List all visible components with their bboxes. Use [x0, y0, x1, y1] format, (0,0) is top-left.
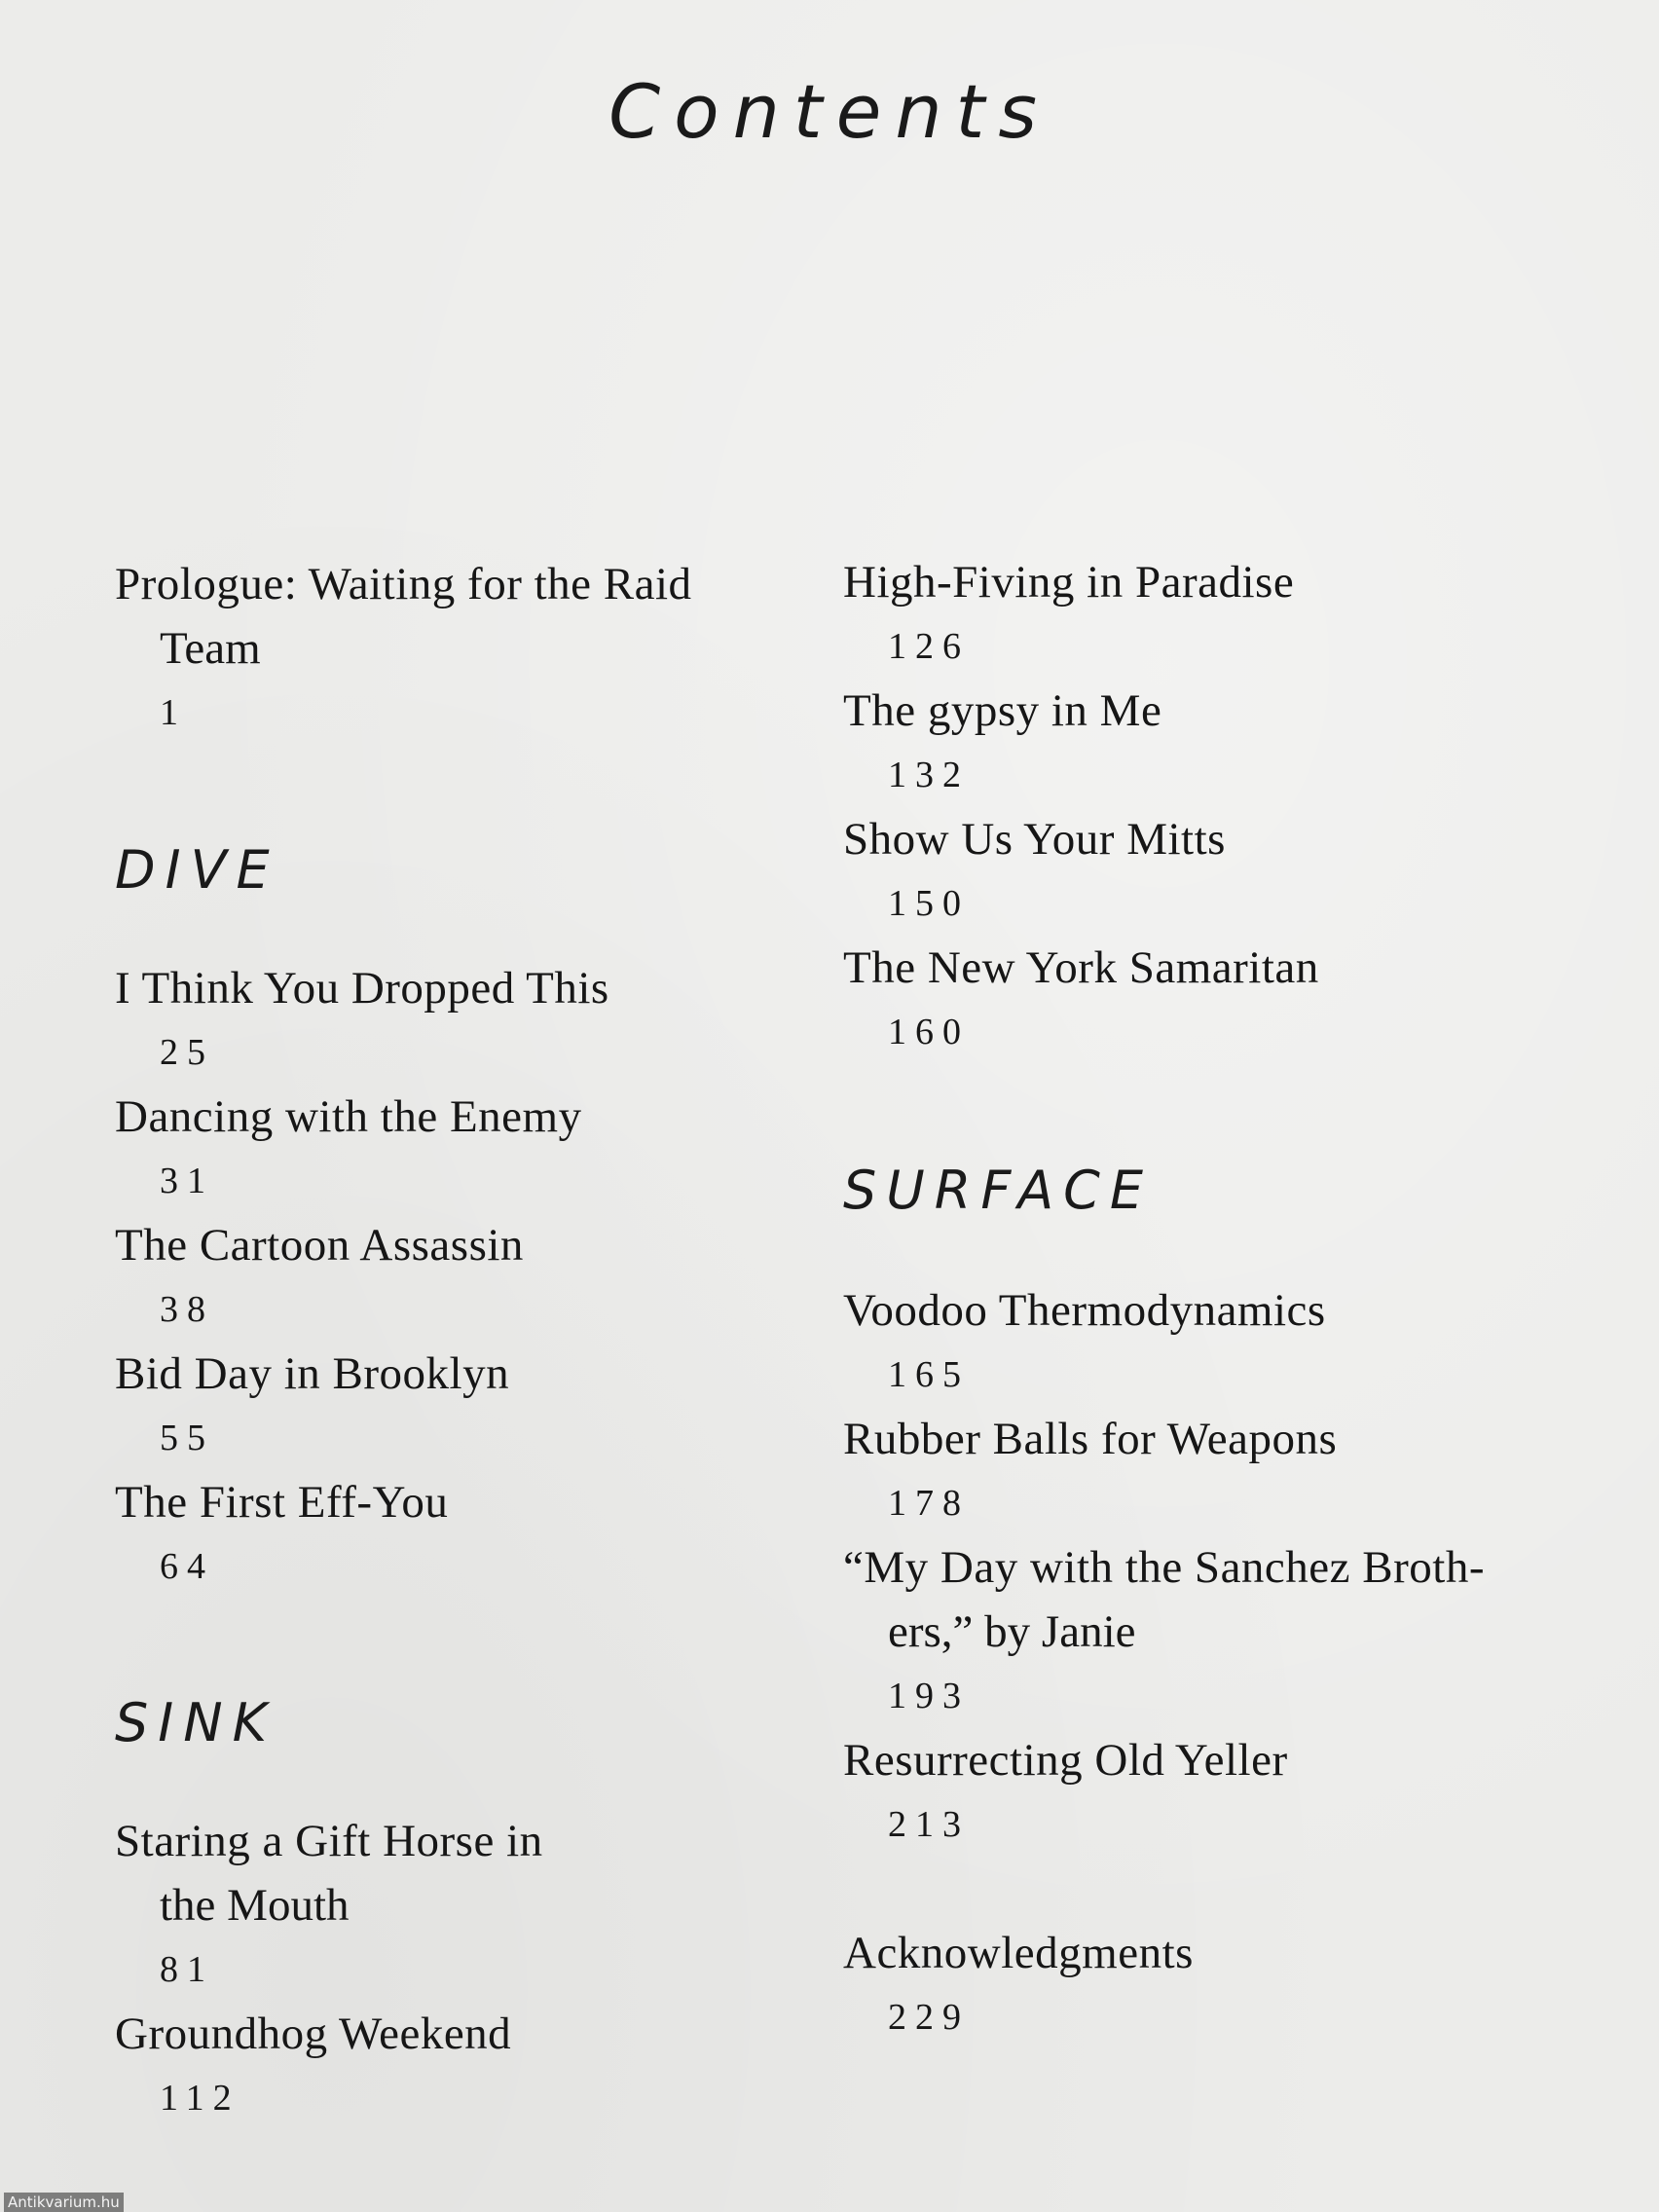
toc-section-surface-entries [843, 1278, 1485, 1857]
toc-entry [115, 956, 609, 1085]
toc-entry [115, 1342, 609, 1470]
entry-title-continued: the Mouth [160, 1880, 350, 1931]
entry-title: The New York Samaritan [843, 942, 1319, 993]
entry-page-number: 178 [888, 1483, 970, 1524]
toc-entry [843, 679, 1319, 807]
entry-title: Bid Day in Brooklyn [115, 1348, 510, 1399]
toc-entry [843, 550, 1319, 679]
section-heading-sink: SINK [115, 1692, 277, 1753]
entry-title: Rubber Balls for Weapons [843, 1414, 1338, 1464]
toc-section-dive-entries [115, 956, 609, 1599]
section-heading-surface: SURFACE [843, 1160, 1153, 1221]
entry-title: The Cartoon Assassin [115, 1220, 524, 1271]
entry-page-number: 112 [160, 2078, 240, 2119]
entry-page-number: 64 [160, 1546, 214, 1587]
watermark: Antikvarium.hu [4, 2193, 124, 2212]
entry-title: I Think You Dropped This [115, 963, 609, 1014]
toc-section-sink-entries [115, 1809, 543, 2130]
entry-title: Show Us Your Mitts [843, 814, 1226, 865]
toc-entry [843, 1728, 1485, 1857]
entry-title: Groundhog Weekend [115, 2009, 512, 2059]
entry-title: Resurrecting Old Yeller [843, 1735, 1288, 1786]
toc-entry [843, 936, 1319, 1064]
entry-page-number: 1 [160, 692, 187, 733]
entry-page-number: 31 [160, 1161, 214, 1201]
entry-page-number: 126 [888, 626, 970, 667]
toc-entry-prologue [115, 552, 692, 745]
toc-entry [843, 1407, 1485, 1535]
entry-title-continued: ers,” by Janie [888, 1606, 1136, 1657]
toc-continued-entries [843, 550, 1319, 1064]
toc-entry [843, 1278, 1485, 1407]
page-title: Contents [608, 68, 1051, 155]
entry-title-continued: Team [160, 623, 261, 674]
entry-page-number: 165 [888, 1354, 970, 1395]
entry-page-number: 81 [160, 1949, 214, 1990]
toc-entry [115, 1470, 609, 1599]
entry-page-number: 38 [160, 1289, 214, 1330]
toc-entry-acknowledgments [843, 1921, 1194, 2049]
toc-entry [843, 1535, 1485, 1728]
entry-title: Voodoo Thermodynamics [843, 1285, 1326, 1336]
entry-page-number: 193 [888, 1676, 970, 1716]
toc-entry [843, 807, 1319, 936]
entry-title: The gypsy in Me [843, 685, 1162, 736]
entry-page-number: 150 [888, 883, 970, 924]
entry-page-number: 229 [888, 1997, 970, 2038]
section-heading-dive: DIVE [115, 839, 279, 901]
entry-title: “My Day with the Sanchez Broth- [843, 1542, 1485, 1593]
entry-title: Dancing with the Enemy [115, 1091, 582, 1142]
toc-entry [115, 1809, 543, 2002]
entry-title: Staring a Gift Horse in [115, 1816, 543, 1866]
entry-title: Acknowledgments [843, 1928, 1194, 1978]
entry-title: The First Eff-You [115, 1477, 449, 1528]
entry-page-number: 55 [160, 1418, 214, 1458]
toc-entry [115, 1213, 609, 1342]
entry-page-number: 132 [888, 755, 970, 795]
entry-page-number: 160 [888, 1012, 970, 1052]
entry-page-number: 213 [888, 1804, 970, 1845]
toc-entry [115, 2002, 543, 2130]
entry-title: High-Fiving in Paradise [843, 557, 1295, 608]
toc-entry [115, 1085, 609, 1213]
entry-title: Prologue: Waiting for the Raid [115, 559, 692, 609]
entry-page-number: 25 [160, 1032, 214, 1073]
